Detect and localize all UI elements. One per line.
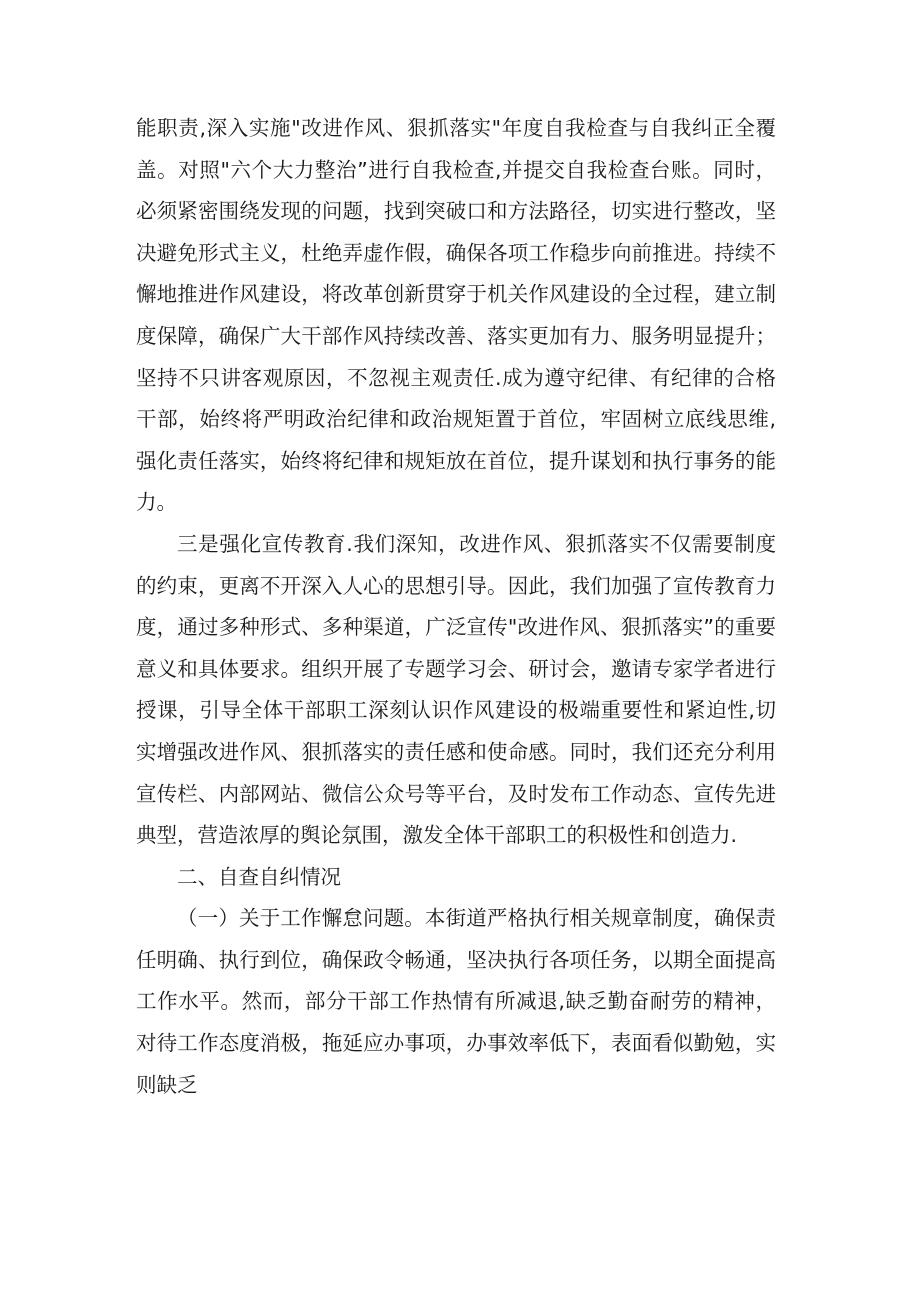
paragraph-1: 能职责,深入实施"改进作风、狠抓落实"年度自我检查与自我纠正全覆盖。对照"六个大力整治”进行自我检查,并提交自我检查台账。同时，必须紧密围绕发现的问题，找到突破口和方法路径，切实进行整改，坚决避免形式主义，杜绝弄虚作假，确保各项工作稳步向前推进。持续不懈地推进作风建设，将改革创新贯穿于机关作风建设的全过程，建立制度保障，确保广大干部作风持续改善、落实更加有力、服务明显提升；坚持不只讲客观原因，不忽视主观责任.成为遵守纪律、有纪律的合格干部，始终将严明政治纪律和政治规矩置于首位，牢固树立底线思维,强化责任落实，始终将纪律和规矩放在首位，提升谋划和执行事务的能力。	[136, 116, 776, 515]
section-heading: 二、自查自纠情况	[177, 864, 341, 889]
paragraph-2: 三是强化宣传教育.我们深知，改进作风、狠抓落实不仅需要制度的约束，更离不开深入人心的思想引导。因此，我们加强了宣传教育力度，通过多种形式、多种渠道，广泛宣传"改进作风、狠抓落实”的重要意义和具体要求。组织开展了专题学习会、研讨会，邀请专家学者进行授课，引导全体干部职工深刻认识作风建设的极端重要性和紧迫性,切实增强改进作风、狠抓落实的责任感和使命感。同时，我们还充分利用宣传栏、内部网站、微信公众号等平台，及时发布工作动态、宣传先进典型，营造浓厚的舆论氛围，激发全体干部职工的积极性和创造力.	[136, 531, 776, 848]
paragraph-3: （一）关于工作懈怠问题。本街道严格执行相关规章制度，确保责任明确、执行到位，确保政令畅通，坚决执行各项任务，以期全面提高工作水平。然而，部分干部工作热情有所减退,缺乏勤奋耐劳的精神，对待工作态度消极，拖延应办事项，办事效率低下，表面看似勤勉，实则缺乏	[136, 906, 776, 1097]
document-body	[136, 108, 776, 1106]
